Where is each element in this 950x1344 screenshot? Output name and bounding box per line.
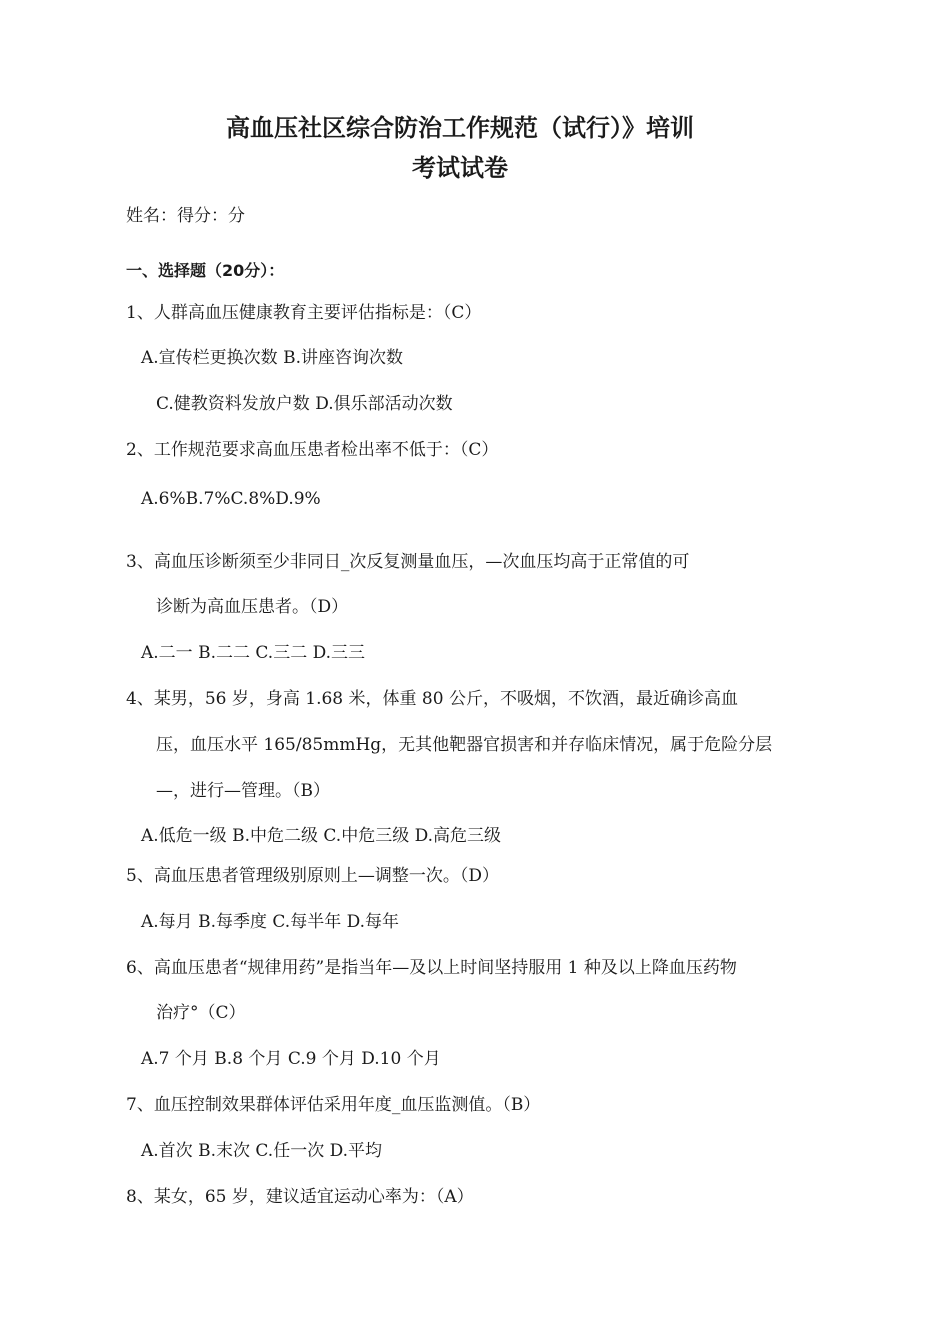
question-6: 6、高血压患者“规律用药”是指当年—及以上时间坚持服用 1 种及以上降血压药物 [126,958,737,978]
question-7-options: A.首次 B.末次 C.任一次 D.平均 [141,1141,383,1161]
question-5: 5、高血压患者管理级别原则上—调整一次。（D） [126,866,499,886]
question-8: 8、某女，65 岁，建议适宜运动心率为：（A） [126,1187,474,1207]
question-1-options-cd: C.健教资料发放户数 D.俱乐部活动次数 [156,394,453,414]
exam-title-line2: 考试试卷 [412,154,508,182]
section-heading: 一、选择题（20分）： [126,261,285,280]
question-3: 3、高血压诊断须至少非同日_次反复测量血压，—次血压均高于正常值的可 [126,552,690,572]
student-info: 姓名：得分：分 [126,206,245,226]
question-4-options: A.低危一级 B.中危二级 C.中危三级 D.高危三级 [141,826,502,846]
question-2-options: A.6%B.7%C.8%D.9% [141,489,321,509]
question-3-continued: 诊断为高血压患者。（D） [156,597,349,617]
question-3-options: A.二一 B.二二 C.三二 D.三三 [141,643,366,663]
question-2: 2、工作规范要求高血压患者检出率不低于：（C） [126,440,499,460]
question-4-continued-2: —，进行—管理。（B） [156,781,330,801]
question-1: 1、人群高血压健康教育主要评估指标是：（C） [126,303,482,323]
question-6-options: A.7 个月 B.8 个月 C.9 个月 D.10 个月 [141,1049,441,1069]
question-5-options: A.每月 B.每季度 C.每半年 D.每年 [141,912,400,932]
exam-title-line1: 高血压社区综合防治工作规范（试行）》培训 [226,114,694,142]
question-6-continued: 治疗°（C） [156,1003,246,1023]
question-7: 7、血压控制效果群体评估采用年度_血压监测值。（B） [126,1095,541,1115]
question-4: 4、某男，56 岁，身高 1.68 米，体重 80 公斤，不吸烟，不饮酒，最近确诊高血 [126,689,738,709]
question-1-options-ab: A.宣传栏更换次数 B.讲座咨询次数 [141,348,403,368]
question-4-continued-1: 压，血压水平 165/85mmHg，无其他靶器官损害和并存临床情况，属于危险分层 [156,735,773,755]
